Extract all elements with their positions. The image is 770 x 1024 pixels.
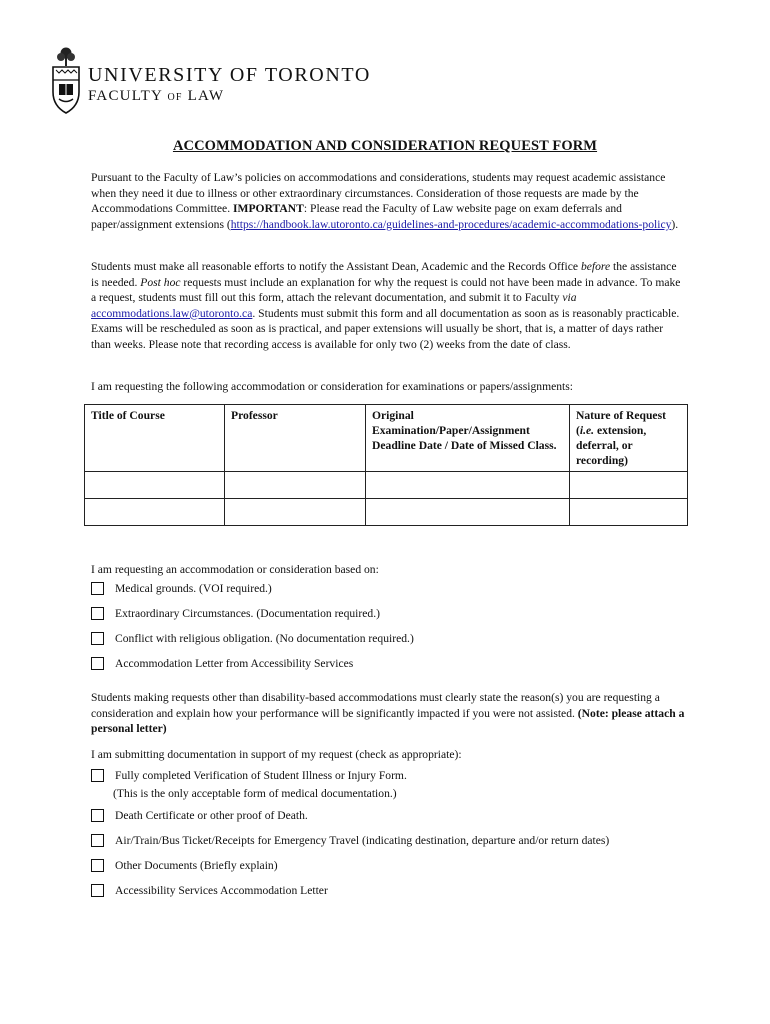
handbook-link[interactable]: https://handbook.law.utoronto.ca/guidelines-and-procedures/academic-accommodations-policy bbox=[230, 217, 672, 231]
important-label: IMPORTANT bbox=[233, 202, 304, 216]
checkbox[interactable] bbox=[91, 884, 104, 897]
doc-option-accessibility-letter[interactable] bbox=[91, 881, 328, 899]
doc-option-death-certificate[interactable] bbox=[91, 806, 308, 824]
doc-option-label: Fully completed Verification of Student Illness or Injury Form. bbox=[115, 768, 407, 782]
faculty-prefix: FACULTY bbox=[88, 88, 163, 104]
course-cell[interactable] bbox=[85, 499, 225, 526]
reasons-note: (Note: please attach a personal letter) bbox=[91, 706, 685, 736]
checkbox[interactable] bbox=[91, 769, 104, 782]
deadline-cell[interactable] bbox=[366, 499, 570, 526]
table-row bbox=[85, 499, 688, 526]
doc-option-verification[interactable] bbox=[91, 766, 407, 784]
reasons-paragraph bbox=[91, 690, 685, 737]
professor-cell[interactable] bbox=[225, 472, 366, 499]
checkbox[interactable] bbox=[91, 859, 104, 872]
header-original-deadline: Original Examination/Paper/Assignment Deadline Date / Date of Missed Class. bbox=[366, 405, 570, 472]
university-name: UNIVERSITY OF TORONTO bbox=[88, 64, 371, 86]
basis-option-extraordinary[interactable] bbox=[91, 604, 380, 622]
basis-option-accessibility[interactable] bbox=[91, 654, 353, 672]
doc-option-label: Other Documents (Briefly explain) bbox=[115, 858, 278, 872]
header-nature-of-request bbox=[570, 405, 688, 472]
basis-option-religious[interactable] bbox=[91, 629, 414, 647]
checkbox[interactable] bbox=[91, 657, 104, 670]
notify-text-c: requests must include an explanation for why the request is could not have been made in advance. To make a request, students must fill out this form, attach the relevant documentation, and submit it to Faculty bbox=[91, 275, 681, 305]
checkbox[interactable] bbox=[91, 834, 104, 847]
email-link[interactable]: accommodations.law@utoronto.ca bbox=[91, 306, 253, 320]
basis-option-medical[interactable] bbox=[91, 579, 272, 597]
doc-option-label: Air/Train/Bus Ticket/Receipts for Emergency Travel (indicating destination, departure and/or return dates) bbox=[115, 833, 610, 847]
nature-cell[interactable] bbox=[570, 472, 688, 499]
doc-sub-note: (This is the only acceptable form of medical documentation.) bbox=[113, 787, 397, 800]
basis-option-label: Medical grounds. (VOI required.) bbox=[115, 581, 272, 595]
course-cell[interactable] bbox=[85, 472, 225, 499]
reasons-text: Students making requests other than disability-based accommodations must clearly state the reason(s) you are requesting a consideration and explain how your performance will be significantly impacted if you were not assisted. bbox=[91, 691, 660, 720]
checkbox[interactable] bbox=[91, 582, 104, 595]
table-row bbox=[85, 472, 688, 499]
faculty-name bbox=[88, 88, 224, 105]
nature-text-b: extension, deferral, or recording) bbox=[576, 424, 647, 467]
notify-post-hoc: Post hoc bbox=[140, 275, 181, 289]
doc-option-label: Death Certificate or other proof of Death. bbox=[115, 808, 308, 822]
basis-option-label: Conflict with religious obligation. (No documentation required.) bbox=[115, 631, 414, 645]
university-crest-icon bbox=[50, 46, 82, 116]
basis-option-label: Accommodation Letter from Accessibility Services bbox=[115, 656, 354, 670]
intro-text-a: Pursuant to the Faculty of Law’s policies on accommodations and considerations, students may request academic assistance when they need it due to illness or other extraordinary circumstances. Consideration of those requests are made by the Accommodations Committee. bbox=[91, 171, 666, 216]
faculty-of: OF bbox=[167, 92, 183, 103]
doc-option-label: Accessibility Services Accommodation Letter bbox=[115, 883, 328, 897]
table-header-row bbox=[85, 405, 688, 472]
intro-text-c: ). bbox=[671, 217, 679, 231]
professor-cell[interactable] bbox=[225, 499, 366, 526]
basis-intro: I am requesting an accommodation or consideration based on: bbox=[91, 563, 379, 576]
notify-paragraph bbox=[91, 259, 685, 353]
checkbox[interactable] bbox=[91, 809, 104, 822]
university-logo bbox=[50, 46, 380, 118]
nature-cell[interactable] bbox=[570, 499, 688, 526]
doc-option-other[interactable] bbox=[91, 856, 278, 874]
table-intro: I am requesting the following accommodation or consideration for examinations or papers/assignments: bbox=[91, 380, 573, 393]
nature-text-a: Nature of Request ( bbox=[576, 409, 666, 437]
form-title: ACCOMMODATION AND CONSIDERATION REQUEST FORM bbox=[172, 138, 598, 154]
deadline-cell[interactable] bbox=[366, 472, 570, 499]
intro-text-b: : Please read the Faculty of Law website page on exam deferrals and paper/assignment extensions ( bbox=[91, 202, 622, 231]
header-title-of-course: Title of Course bbox=[85, 405, 225, 472]
basis-option-label: Extraordinary Circumstances. (Documentation required.) bbox=[115, 606, 380, 620]
checkbox[interactable] bbox=[91, 607, 104, 620]
notify-text-d: . Students must submit this form and all documentation as soon as is reasonably practicable. Exams will be rescheduled as soon as is practical, and paper extensions will usually be short, that is, a matter of days rather than weeks. Please note that recording access is available for only two (2) weeks from the date of class. bbox=[91, 306, 680, 351]
notify-before: before bbox=[580, 260, 611, 273]
notify-text-b: the assistance is needed. bbox=[91, 260, 677, 289]
request-table bbox=[84, 404, 688, 526]
nature-ie: i.e. bbox=[579, 424, 595, 437]
faculty-law: LAW bbox=[187, 88, 225, 104]
intro-paragraph bbox=[91, 170, 685, 232]
checkbox[interactable] bbox=[91, 632, 104, 645]
notify-via: via bbox=[562, 291, 577, 305]
notify-text-a: Students must make all reasonable efforts to notify the Assistant Dean, Academic and the Records Office bbox=[91, 260, 581, 273]
header-professor: Professor bbox=[225, 405, 366, 472]
docs-intro: I am submitting documentation in support of my request (check as appropriate): bbox=[91, 748, 462, 761]
doc-option-travel-receipts[interactable] bbox=[91, 831, 609, 849]
